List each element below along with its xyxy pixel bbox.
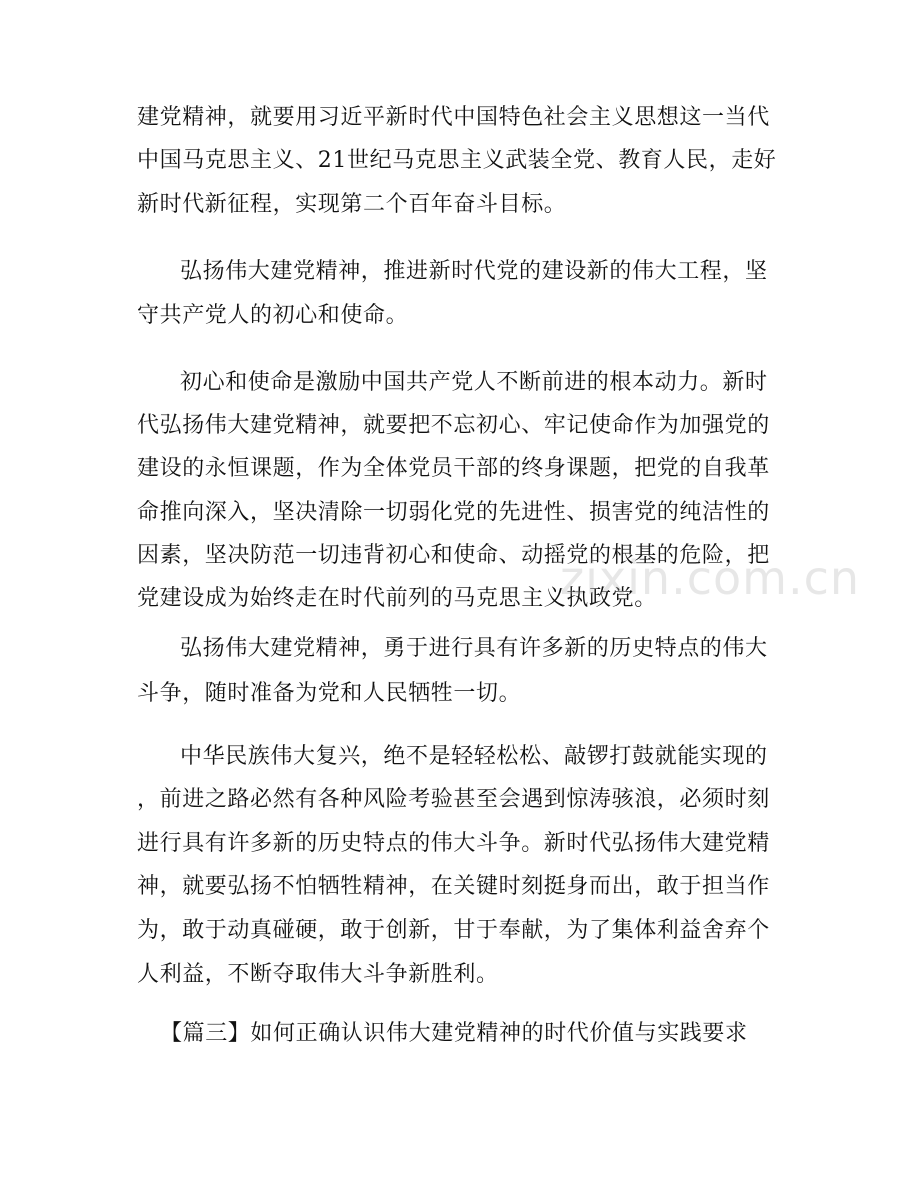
- text-line-13: 斗争，随时准备为党和人民牺牲一切。: [137, 681, 522, 706]
- text-line-18: 为，敢于动真碰硬，敢于创新，甘于奉献，为了集体利益舍弃个: [137, 918, 770, 943]
- text-line-8: 建设的永恒课题，作为全体党员干部的终身课题，把党的自我革: [137, 456, 770, 481]
- text-line-7: 代弘扬伟大建党精神，就要把不忘初心、牢记使命作为加强党的: [137, 413, 770, 438]
- text-line-14: 中华民族伟大复兴，绝不是轻轻松松、敲锣打鼓就能实现的: [180, 744, 768, 769]
- text-line-5: 守共产党人的初心和使命。: [137, 303, 409, 328]
- text-line-16: 进行具有许多新的历史特点的伟大斗争。新时代弘扬伟大建党精: [137, 831, 770, 856]
- text-line-10: 因素，坚决防范一切违背初心和使命、动摇党的根基的危险，把: [137, 543, 770, 568]
- text-line-19: 人利益，不断夺取伟大斗争新胜利。: [137, 962, 499, 987]
- text-line-1: 建党精神，就要用习近平新时代中国特色社会主义思想这一当代: [137, 105, 770, 130]
- section-heading: 【篇三】如何正确认识伟大建党精神的时代价值与实践要求: [160, 1021, 748, 1046]
- text-line-4: 弘扬伟大建党精神，推进新时代党的建设新的伟大工程，坚: [180, 259, 768, 284]
- text-line-12: 弘扬伟大建党精神，勇于进行具有许多新的历史特点的伟大: [180, 636, 768, 661]
- text-line-17: 神，就要弘扬不怕牺牲精神，在关键时刻挺身而出，敢于担当作: [137, 874, 770, 899]
- text-line-2: 中国马克思主义、21世纪马克思主义武装全党、教育人民，走好: [137, 148, 777, 173]
- watermark: zixin.com.cn: [560, 551, 861, 605]
- text-line-11: 党建设成为始终走在时代前列的马克思主义执政党。: [137, 586, 657, 611]
- text-line-3: 新时代新征程，实现第二个百年奋斗目标。: [137, 192, 567, 217]
- text-line-15: ，前进之路必然有各种风险考验甚至会遇到惊涛骇浪，必须时刻: [137, 787, 770, 812]
- text-line-9: 命推向深入，坚决清除一切弱化党的先进性、损害党的纯洁性的: [137, 500, 770, 525]
- text-line-6: 初心和使命是激励中国共产党人不断前进的根本动力。新时: [180, 370, 768, 395]
